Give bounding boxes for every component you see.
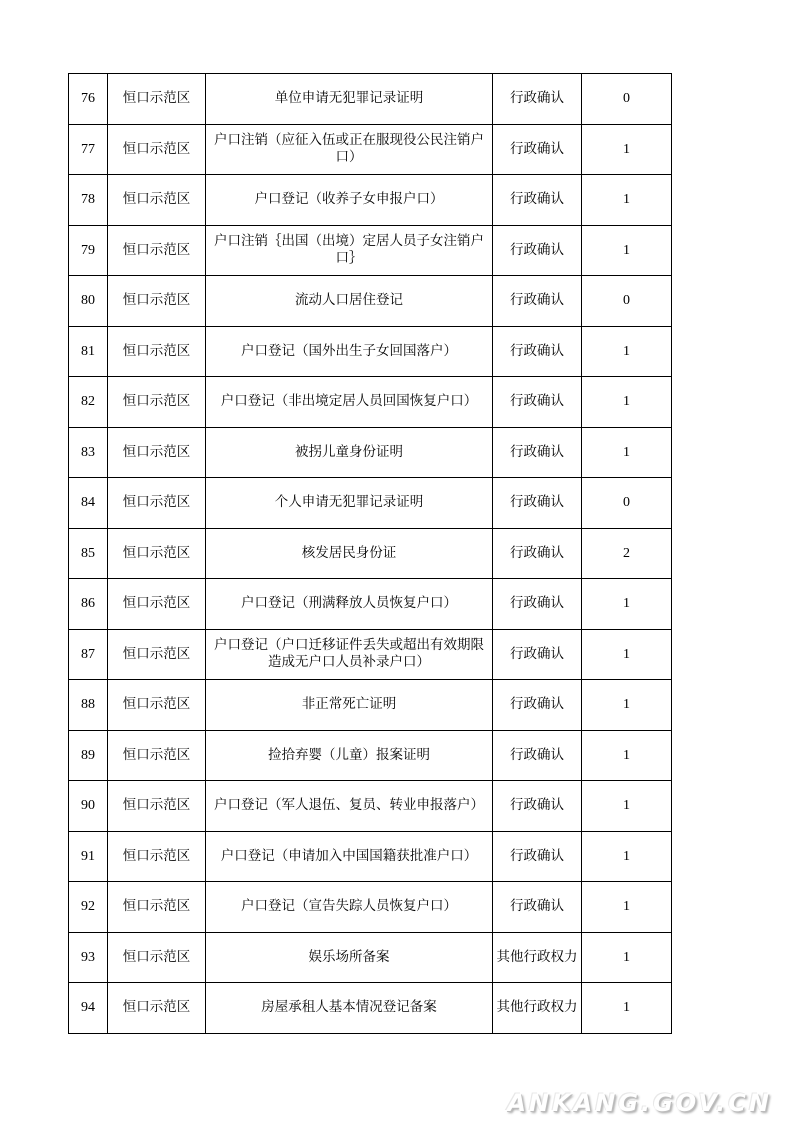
cell-count: 1 [582, 377, 672, 428]
cell-region: 恒口示范区 [108, 276, 206, 327]
table-row [69, 983, 672, 1034]
cell-item-name: 单位申请无犯罪记录证明 [206, 74, 493, 125]
cell-item-name: 个人申请无犯罪记录证明 [206, 478, 493, 529]
cell-count: 1 [582, 579, 672, 630]
table-row [69, 781, 672, 832]
cell-region: 恒口示范区 [108, 175, 206, 226]
cell-region: 恒口示范区 [108, 831, 206, 882]
cell-item-name: 户口登记（收养子女申报户口） [206, 175, 493, 226]
table-row [69, 478, 672, 529]
cell-region: 恒口示范区 [108, 579, 206, 630]
cell-count: 1 [582, 175, 672, 226]
table-row [69, 680, 672, 731]
cell-number: 85 [69, 528, 108, 579]
cell-power-type: 行政确认 [493, 427, 582, 478]
cell-item-name: 户口登记（军人退伍、复员、转业申报落户） [206, 781, 493, 832]
table-row [69, 882, 672, 933]
cell-power-type: 行政确认 [493, 680, 582, 731]
cell-region: 恒口示范区 [108, 629, 206, 680]
table-row [69, 124, 672, 175]
cell-count: 1 [582, 730, 672, 781]
cell-count: 1 [582, 427, 672, 478]
cell-number: 77 [69, 124, 108, 175]
cell-region: 恒口示范区 [108, 730, 206, 781]
cell-number: 94 [69, 983, 108, 1034]
cell-item-name: 户口登记（刑满释放人员恢复户口） [206, 579, 493, 630]
table-row [69, 932, 672, 983]
cell-count: 1 [582, 680, 672, 731]
cell-power-type: 行政确认 [493, 377, 582, 428]
cell-item-name: 流动人口居住登记 [206, 276, 493, 327]
cell-item-name: 户口登记（户口迁移证件丢失或超出有效期限造成无户口人员补录户口） [206, 629, 493, 680]
site-watermark: ANKANG.GOV.CN [507, 1089, 772, 1117]
cell-number: 84 [69, 478, 108, 529]
cell-power-type: 行政确认 [493, 74, 582, 125]
cell-region: 恒口示范区 [108, 882, 206, 933]
cell-count: 1 [582, 124, 672, 175]
cell-power-type: 行政确认 [493, 831, 582, 882]
cell-item-name: 非正常死亡证明 [206, 680, 493, 731]
cell-region: 恒口示范区 [108, 225, 206, 276]
table-row [69, 528, 672, 579]
cell-item-name: 捡拾弃婴（儿童）报案证明 [206, 730, 493, 781]
cell-region: 恒口示范区 [108, 377, 206, 428]
cell-count: 1 [582, 781, 672, 832]
cell-count: 2 [582, 528, 672, 579]
cell-region: 恒口示范区 [108, 932, 206, 983]
cell-power-type: 行政确认 [493, 882, 582, 933]
cell-count: 1 [582, 326, 672, 377]
cell-item-name: 核发居民身份证 [206, 528, 493, 579]
cell-count: 1 [582, 225, 672, 276]
cell-power-type: 行政确认 [493, 175, 582, 226]
cell-item-name: 户口注销｛出国（出境）定居人员子女注销户口｝ [206, 225, 493, 276]
cell-number: 91 [69, 831, 108, 882]
cell-number: 93 [69, 932, 108, 983]
cell-count: 0 [582, 276, 672, 327]
cell-region: 恒口示范区 [108, 326, 206, 377]
cell-item-name: 户口登记（申请加入中国国籍获批准户口） [206, 831, 493, 882]
cell-region: 恒口示范区 [108, 427, 206, 478]
items-table-body [69, 74, 672, 1034]
cell-count: 1 [582, 983, 672, 1034]
cell-region: 恒口示范区 [108, 983, 206, 1034]
cell-region: 恒口示范区 [108, 74, 206, 125]
table-row [69, 831, 672, 882]
cell-number: 78 [69, 175, 108, 226]
cell-power-type: 行政确认 [493, 781, 582, 832]
cell-item-name: 户口注销（应征入伍或正在服现役公民注销户口） [206, 124, 493, 175]
cell-count: 0 [582, 478, 672, 529]
cell-region: 恒口示范区 [108, 124, 206, 175]
cell-power-type: 行政确认 [493, 579, 582, 630]
cell-number: 87 [69, 629, 108, 680]
cell-region: 恒口示范区 [108, 478, 206, 529]
table-row [69, 276, 672, 327]
cell-power-type: 行政确认 [493, 276, 582, 327]
items-table [68, 73, 672, 1034]
cell-count: 0 [582, 74, 672, 125]
table-row [69, 377, 672, 428]
cell-number: 86 [69, 579, 108, 630]
cell-item-name: 被拐儿童身份证明 [206, 427, 493, 478]
cell-power-type: 行政确认 [493, 225, 582, 276]
table-row [69, 74, 672, 125]
cell-number: 89 [69, 730, 108, 781]
cell-region: 恒口示范区 [108, 680, 206, 731]
table-row [69, 225, 672, 276]
cell-power-type: 行政确认 [493, 629, 582, 680]
cell-item-name: 房屋承租人基本情况登记备案 [206, 983, 493, 1034]
cell-item-name: 户口登记（国外出生子女回国落户） [206, 326, 493, 377]
cell-region: 恒口示范区 [108, 781, 206, 832]
cell-power-type: 其他行政权力 [493, 932, 582, 983]
cell-number: 92 [69, 882, 108, 933]
cell-power-type: 行政确认 [493, 124, 582, 175]
cell-number: 76 [69, 74, 108, 125]
table-row [69, 326, 672, 377]
cell-number: 81 [69, 326, 108, 377]
cell-item-name: 户口登记（非出境定居人员回国恢复户口） [206, 377, 493, 428]
cell-item-name: 户口登记（宣告失踪人员恢复户口） [206, 882, 493, 933]
cell-number: 82 [69, 377, 108, 428]
cell-count: 1 [582, 831, 672, 882]
cell-number: 80 [69, 276, 108, 327]
cell-region: 恒口示范区 [108, 528, 206, 579]
cell-count: 1 [582, 932, 672, 983]
cell-item-name: 娱乐场所备案 [206, 932, 493, 983]
cell-number: 79 [69, 225, 108, 276]
cell-power-type: 行政确认 [493, 478, 582, 529]
cell-number: 83 [69, 427, 108, 478]
cell-number: 90 [69, 781, 108, 832]
table-row [69, 629, 672, 680]
table-row [69, 730, 672, 781]
cell-power-type: 行政确认 [493, 730, 582, 781]
cell-count: 1 [582, 882, 672, 933]
table-row [69, 175, 672, 226]
cell-power-type: 行政确认 [493, 326, 582, 377]
cell-power-type: 行政确认 [493, 528, 582, 579]
cell-count: 1 [582, 629, 672, 680]
cell-power-type: 其他行政权力 [493, 983, 582, 1034]
table-row [69, 579, 672, 630]
cell-number: 88 [69, 680, 108, 731]
table-row [69, 427, 672, 478]
